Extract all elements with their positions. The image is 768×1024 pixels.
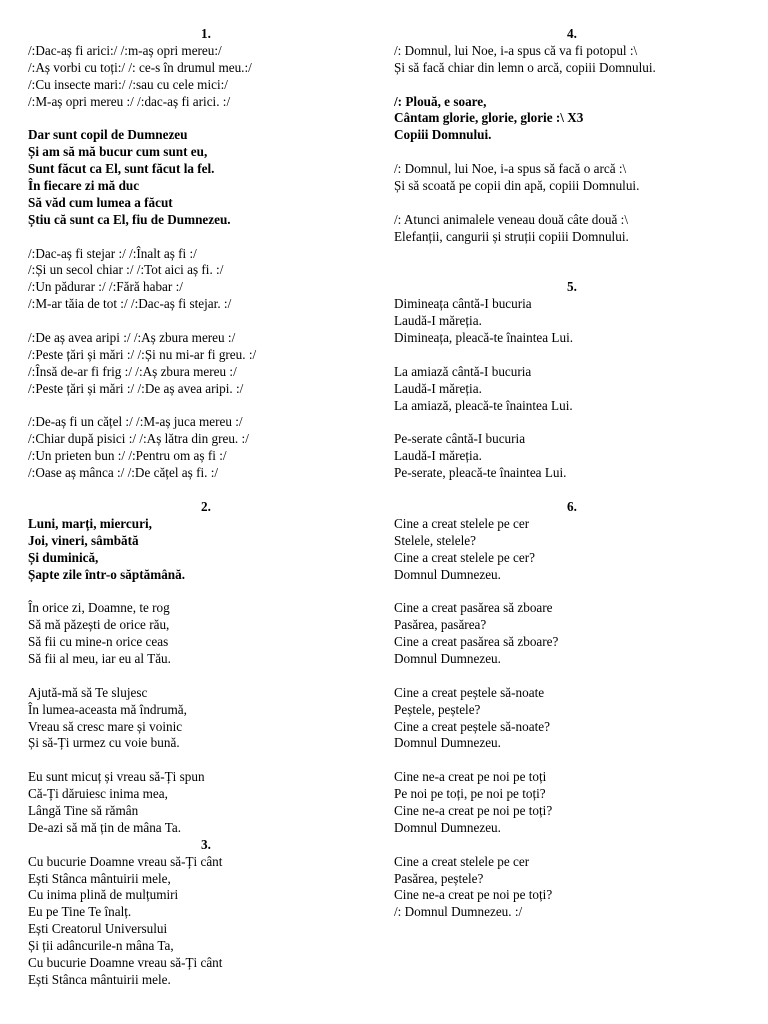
blank-line (394, 195, 754, 212)
blank-line (28, 752, 388, 769)
lyric-line: Cine a creat stelele pe cer (394, 853, 530, 869)
lyric-line: /:Însă de-ar fi frig :/ /:Aș zbura mereu :/ (28, 363, 237, 379)
chorus-line: Și duminică, (28, 549, 99, 565)
blank-line (394, 668, 754, 685)
lyric-line: Cine ne-a creat pe noi pe toți? (394, 887, 553, 903)
lyric-line: /: Domnul, lui Noe, i-a spus că va fi potopul :\ (394, 42, 638, 58)
lyric-line: Lângă Tine să rămân (28, 802, 139, 818)
blank-line (28, 313, 388, 330)
lyric-line: Laudă-I măreția. (394, 313, 482, 329)
lyric-line: Și să scoată pe copii din apă, copiii Domnului. (394, 178, 640, 194)
lyric-line: Pasărea, peștele? (394, 870, 484, 886)
blank-line (394, 482, 754, 499)
song-number: 6. (567, 498, 577, 514)
blank-line (394, 246, 754, 263)
lyric-line: Cine a creat stelele pe cer? (394, 549, 535, 565)
blank-line (394, 752, 754, 769)
lyric-line: /:M-ar tăia de tot :/ /:Dac-aș fi stejar. :/ (28, 296, 232, 312)
lyric-line: Și ții adâncurile-n mâna Ta, (28, 938, 174, 954)
chorus-line: Și am să mă bucur cum sunt eu, (28, 144, 208, 160)
lyric-line: Dimineața, pleacă-te înaintea Lui. (394, 330, 574, 346)
lyric-line: /:Un pădurar :/ /:Fără habar :/ (28, 279, 183, 295)
chorus-line: În fiecare zi mă duc (28, 178, 140, 194)
chorus-line: Joi, vineri, sâmbătă (28, 532, 139, 548)
lyric-line: În lumea-aceasta mă îndrumă, (28, 701, 187, 717)
song-number: 4. (567, 26, 577, 41)
lyric-line: Și să facă chiar din lemn o arcă, copiii Domnului. (394, 59, 656, 75)
chorus-line: Copiii Domnului. (394, 127, 492, 143)
song-number: 5. (567, 279, 577, 295)
chorus-line: Luni, marți, miercuri, (28, 515, 152, 531)
lyric-line: /:Chiar după pisici :/ /:Aș lătra din greu. :/ (28, 431, 249, 447)
blank-line (394, 77, 754, 94)
blank-line (28, 668, 388, 685)
chorus-line: Dar sunt copil de Dumnezeu (28, 127, 188, 143)
lyric-line: Vreau să cresc mare și voinic (28, 718, 183, 734)
lyric-line: Eu pe Tine Te înalț. (28, 904, 132, 920)
chorus-line: Cântam glorie, glorie, glorie :\ X3 (394, 110, 584, 126)
lyric-line: Să mă păzești de orice rău, (28, 617, 170, 633)
lyric-line: Eu sunt micuț și vreau să-Ți spun (28, 769, 205, 785)
lyric-line: La amiază, pleacă-te înaintea Lui. (394, 397, 573, 413)
lyric-line: Domnul Dumnezeu. (394, 735, 501, 751)
lyric-line: De-azi să mă țin de mâna Ta. (28, 819, 181, 835)
lyric-line: Și să-Ți urmez cu voie bună. (28, 735, 180, 751)
lyric-line: Pe noi pe toți, pe noi pe toți? (394, 786, 546, 802)
lyric-line: Cine ne-a creat pe noi pe toți (394, 769, 547, 785)
lyric-line: Că-Ți dăruiesc inima mea, (28, 786, 168, 802)
lyric-line: Ajută-mă să Te slujesc (28, 684, 148, 700)
lyric-line: /: Atunci animalele veneau două câte două :\ (394, 211, 628, 227)
lyric-line: Cu bucurie Doamne vreau să-Ți cânt (28, 853, 223, 869)
lyric-line: /:Un prieten bun :/ /:Pentru om aș fi :/ (28, 448, 227, 464)
chorus-line: Șapte zile într-o săptămână. (28, 566, 186, 582)
lyric-line: Domnul Dumnezeu. (394, 819, 501, 835)
song-number: 3. (201, 836, 211, 852)
lyric-line: Domnul Dumnezeu. (394, 650, 501, 666)
blank-line (394, 414, 754, 431)
lyric-line: /:Cu insecte mari:/ /:sau cu cele mici:/ (28, 76, 228, 92)
blank-line (28, 110, 388, 127)
lyric-line: Stelele, stelele? (394, 532, 477, 548)
lyric-line: /:Dac-aș fi arici:/ /:m-aș opri mereu:/ (28, 42, 222, 58)
lyric-line: Cine a creat pasărea să zboare? (394, 634, 559, 650)
lyric-line: /:M-aș opri mereu :/ /:dac-aș fi arici. :/ (28, 93, 231, 109)
lyric-line: /:Oase aș mânca :/ /:De cățel aș fi. :/ (28, 465, 219, 481)
blank-line (28, 229, 388, 246)
chorus-line: Știu că sunt ca El, fiu de Dumnezeu. (28, 211, 231, 227)
chorus-line: /: Plouă, e soare, (394, 93, 487, 109)
right-column (394, 26, 754, 921)
lyric-line: Să fii al meu, iar eu al Tău. (28, 650, 171, 666)
blank-line (28, 583, 388, 600)
lyric-line: Laudă-I măreția. (394, 380, 482, 396)
lyric-line: Cu inima plină de mulțumiri (28, 887, 179, 903)
blank-line (28, 482, 388, 499)
lyric-line: Cine a creat pasărea să zboare (394, 600, 553, 616)
lyric-line: Dimineața cântă-I bucuria (394, 296, 532, 312)
lyric-line: Peștele, peștele? (394, 701, 481, 717)
lyric-line: /:Dac-aș fi stejar :/ /:Înalt aș fi :/ (28, 245, 197, 261)
lyric-line: /:Și un secol chiar :/ /:Tot aici aș fi. :/ (28, 262, 224, 278)
lyric-line: Cine ne-a creat pe noi pe toți? (394, 802, 553, 818)
chorus-line: Să văd cum lumea a făcut (28, 194, 173, 210)
blank-line (394, 837, 754, 854)
lyric-line: Ești Stânca mântuirii mele, (28, 870, 171, 886)
lyric-line: /: Domnul, lui Noe, i-a spus să facă o arcă :\ (394, 161, 627, 177)
lyric-line: Pe-serate cântă-I bucuria (394, 431, 526, 447)
blank-line (394, 144, 754, 161)
lyric-line: /:Peste țări și mări :/ /:Și nu mi-ar fi greu. :/ (28, 346, 257, 362)
lyric-line: Domnul Dumnezeu. (394, 566, 501, 582)
lyric-line: /: Domnul Dumnezeu. :/ (394, 904, 523, 920)
blank-line (394, 583, 754, 600)
lyric-line: Să fii cu mine-n orice ceas (28, 634, 169, 650)
lyric-line: Elefanții, cangurii și struții copiii Domnului. (394, 228, 629, 244)
blank-line (394, 347, 754, 364)
lyric-line: Pe-serate, pleacă-te înaintea Lui. (394, 465, 567, 481)
lyric-line: Cine a creat stelele pe cer (394, 515, 530, 531)
song-number: 2. (201, 498, 211, 514)
lyric-line: /:De-aș fi un cățel :/ /:M-aș juca mereu :/ (28, 414, 243, 430)
lyric-line: Cu bucurie Doamne vreau să-Ți cânt (28, 954, 223, 970)
blank-line (394, 262, 754, 279)
lyric-line: Ești Creatorul Universului (28, 921, 168, 937)
lyric-line: Cine a creat peștele să-noate? (394, 718, 550, 734)
lyric-line: La amiază cântă-I bucuria (394, 363, 532, 379)
lyric-line: /:Aș vorbi cu toți:/ /: ce-s în drumul meu.:/ (28, 59, 252, 75)
lyric-line: Cine a creat peștele să-noate (394, 684, 545, 700)
lyric-line: Pasărea, pasărea? (394, 617, 487, 633)
chorus-line: Sunt făcut ca El, sunt făcut la fel. (28, 161, 215, 177)
left-column (28, 26, 388, 989)
lyric-line: Ești Stânca mântuirii mele. (28, 971, 171, 987)
song-number: 1. (201, 26, 211, 41)
lyric-line: În orice zi, Doamne, te rog (28, 600, 170, 616)
lyric-line: /:Peste țări și mări :/ /:De aș avea aripi. :/ (28, 380, 244, 396)
blank-line (28, 398, 388, 415)
lyric-line: /:De aș avea aripi :/ /:Aș zbura mereu :/ (28, 330, 236, 346)
lyric-line: Laudă-I măreția. (394, 448, 482, 464)
